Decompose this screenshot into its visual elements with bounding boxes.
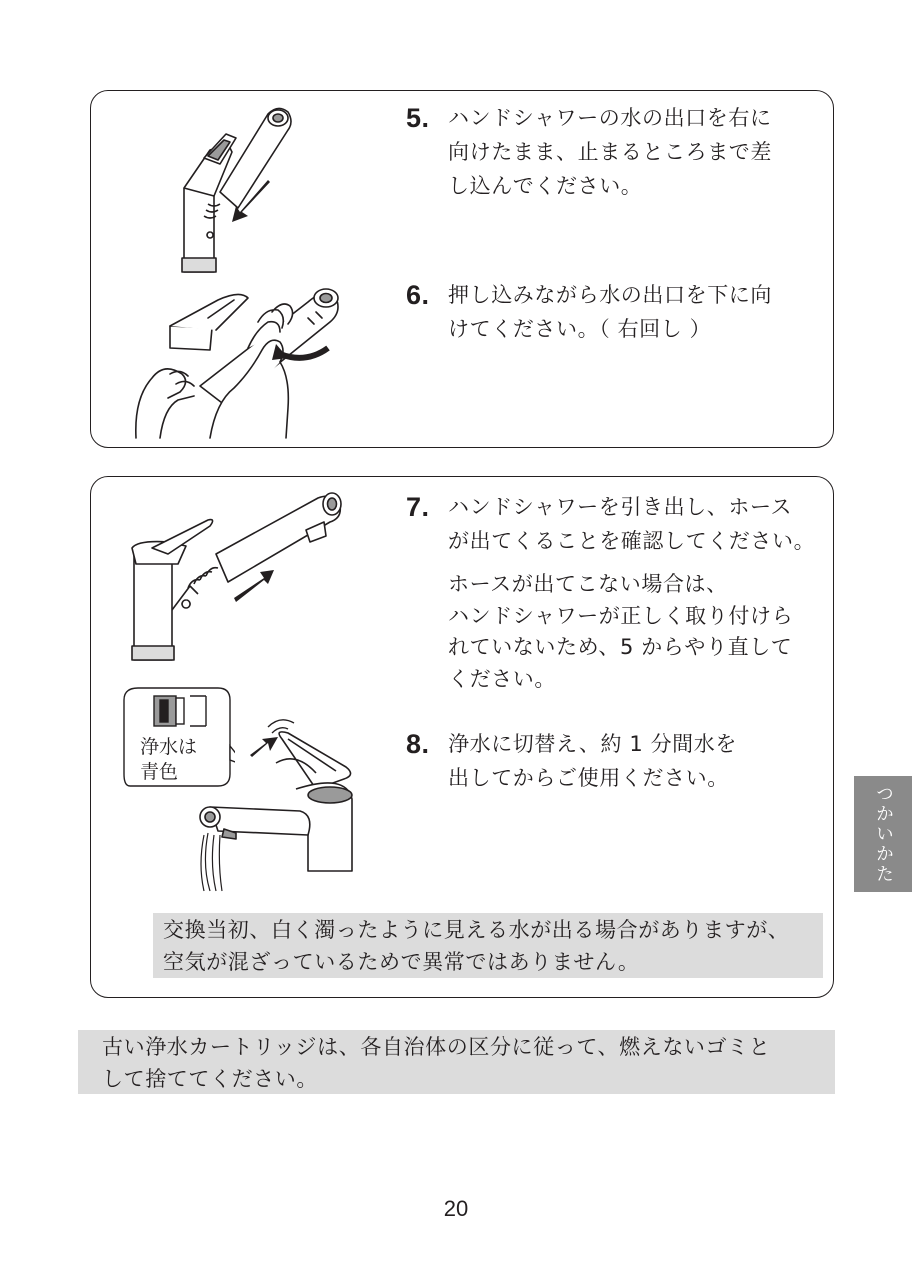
initial-water-notice: 交換当初、白く濁ったように見える水が出る場合がありますが、 空気が混ざっているためで異常ではありません。 — [153, 913, 823, 978]
page-number: 20 — [443, 1196, 469, 1221]
step-number: 8. — [406, 729, 430, 759]
step-number: 7. — [406, 492, 430, 522]
step-number: 6. — [406, 280, 430, 310]
hands-rotate-illustration — [130, 278, 345, 443]
faucet-insert-illustration — [170, 100, 310, 275]
step-7-note: ホースが出てこない場合は、 ハンドシャワーが正しく取り付けら れていないため、5 からやり直して ください。 — [448, 572, 794, 691]
step-8 — [406, 727, 737, 795]
disposal-notice: 古い浄水カートリッジは、各自治体の区分に従って、燃えないゴミと して捨ててください。 — [78, 1030, 835, 1094]
step-text: ハンドシャワーの水の出口を右に 向けたまま、止まるところまで差 し込んでください。 — [448, 106, 772, 198]
callout-label: 浄水は 青色 — [140, 736, 198, 783]
step-text: 押し込みながら水の出口を下に向 けてください。（ 右回し ） — [448, 283, 772, 341]
step-5 — [406, 101, 772, 203]
section-tab — [854, 776, 912, 892]
step-7 — [406, 490, 815, 558]
step-number: 5. — [406, 103, 430, 133]
step-text: 浄水に切替え、約 1 分間水を 出してからご使用ください。 — [448, 732, 737, 790]
section-tab-label: つかいかた — [873, 784, 894, 884]
step-text: ハンドシャワーを引き出し、ホース が出てくることを確認してください。 — [448, 495, 816, 553]
step-6 — [406, 278, 772, 346]
faucet-running-water-illustration — [196, 715, 356, 895]
pull-out-shower-illustration — [128, 490, 353, 665]
